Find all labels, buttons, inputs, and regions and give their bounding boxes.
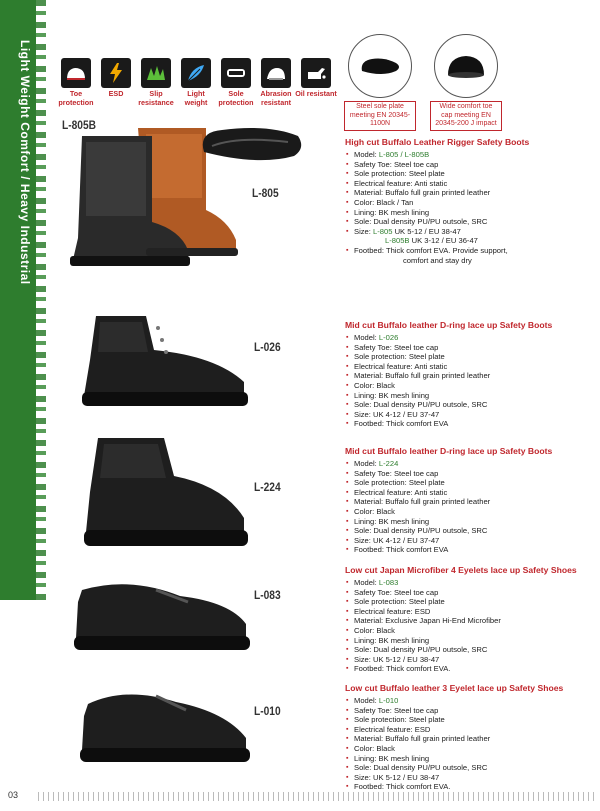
- spec-line: ▪ Electrical feature: Anti static: [345, 488, 595, 498]
- product-title: Mid cut Buffalo leather D-ring lace up Safety Boots: [345, 320, 553, 330]
- spec-line: ▪ Footbed: Thick comfort EVA.: [345, 782, 595, 792]
- l010-shoe-image: [76, 682, 254, 772]
- spec-line: ▪ Color: Black: [345, 381, 595, 391]
- spec-line: ▪ Size: UK 4-12 / EU 37-47: [345, 536, 595, 546]
- spec-model: ▪ Model: L-224: [345, 459, 595, 469]
- spec-line: ▪ Sole protection: Steel plate: [345, 352, 595, 362]
- model-label-l083: L-083: [254, 588, 281, 602]
- feature-icons: [55, 58, 337, 113]
- product-l010: [345, 683, 595, 792]
- spec-line: ▪ Lining: BK mesh lining: [345, 754, 595, 764]
- spec-line: ▪ Electrical feature: ESD: [345, 725, 595, 735]
- abrasion-icon: [261, 58, 291, 88]
- toe-cap-icon: [434, 34, 498, 98]
- spec-line: ▪ Color: Black: [345, 626, 595, 636]
- footer-rule: [38, 792, 594, 801]
- sidebar-title: Light Weight Comfort / Heavy Industrial: [18, 40, 32, 285]
- model-label-l805: L-805: [252, 186, 279, 200]
- feature-oil-resistant: Oil resistant: [295, 58, 337, 99]
- spec-model: ▪ Model: L-805 / L-805B: [345, 150, 595, 160]
- product-title: Mid cut Buffalo leather D-ring lace up Safety Boots: [345, 446, 553, 456]
- feature-abrasion-resistant: Abrasion resistant: [255, 58, 297, 107]
- spec-line: ▪ Safety Toe: Steel toe cap: [345, 160, 595, 170]
- spec-line: ▪ Sole: Dual density PU/PU outsole, SRC: [345, 400, 595, 410]
- feature-light-weight: Light weight: [175, 58, 217, 107]
- spec-size-b: L-805B UK 3-12 / EU 36-47: [385, 236, 478, 246]
- spec-model: ▪ Model: L-010: [345, 696, 595, 706]
- l026-boot-image: [76, 310, 254, 410]
- spec-line: ▪ Material: Buffalo full grain printed leather: [345, 497, 595, 507]
- spec-line: ▪ Sole protection: Steel plate: [345, 169, 595, 179]
- l224-boot-image: [80, 432, 254, 552]
- spec-line: ▪ Color: Black: [345, 744, 595, 754]
- spec-size: ▪ Size: L-805 UK 5-12 / EU 38-47: [345, 227, 595, 237]
- spec-line: ▪ Electrical feature: Anti static: [345, 179, 595, 189]
- product-l224: [345, 446, 595, 555]
- product-l805: [345, 137, 595, 265]
- slip-icon: [141, 58, 171, 88]
- page-number: 03: [8, 790, 19, 800]
- spec-line: ▪ Footbed: Thick comfort EVA: [345, 419, 595, 429]
- product-l083: [345, 565, 595, 674]
- spec-line: ▪ Safety Toe: Steel toe cap: [345, 588, 595, 598]
- steel-plate-icon: [348, 34, 412, 98]
- product-title: High cut Buffalo Leather Rigger Safety Boots: [345, 137, 530, 147]
- spec-footbed-cont: comfort and stay dry: [403, 255, 472, 265]
- feature-esd: ESD: [95, 58, 137, 99]
- spec-line: ▪ Sole: Dual density PU/PU outsole, SRC: [345, 526, 595, 536]
- feature-toe-protection: Toe protection: [55, 58, 97, 107]
- lightning-icon: [101, 58, 131, 88]
- spec-line: ▪ Electrical feature: ESD: [345, 607, 595, 617]
- feature-sole-protection: Sole protection: [215, 58, 257, 107]
- spec-line: ▪ Material: Exclusive Japan Hi-End Microfiber: [345, 616, 595, 626]
- spec-line: ▪ Lining: BK mesh lining: [345, 636, 595, 646]
- spec-line: ▪ Lining: BK mesh lining: [345, 391, 595, 401]
- spec-line: ▪ Sole protection: Steel plate: [345, 715, 595, 725]
- spec-line: ▪ Material: Buffalo full grain printed leather: [345, 188, 595, 198]
- feather-icon: [181, 58, 211, 88]
- feature-slip-resistance: Slip resistance: [135, 58, 177, 107]
- insert-toe-cap: Wide comfort toe cap meeting EN 20345-200 J impact: [430, 34, 502, 131]
- product-title: Low cut Buffalo leather 3 Eyelet lace up Safety Shoes: [345, 683, 564, 693]
- model-label-l805b: L-805B: [62, 118, 97, 132]
- sole-icon: [221, 58, 251, 88]
- spec-model: ▪ Model: L-026: [345, 333, 595, 343]
- spec-line: ▪ Safety Toe: Steel toe cap: [345, 706, 595, 716]
- model-label-l224: L-224: [254, 480, 281, 494]
- spec-line: ▪ Safety Toe: Steel toe cap: [345, 343, 595, 353]
- spec-line: ▪ Safety Toe: Steel toe cap: [345, 469, 595, 479]
- oil-icon: [301, 58, 331, 88]
- spec-line: ▪ Material: Buffalo full grain printed leather: [345, 734, 595, 744]
- spec-line: ▪ Electrical feature: Anti static: [345, 362, 595, 372]
- spec-line: ▪ Lining: BK mesh lining: [345, 208, 595, 218]
- spec-line: ▪ Color: Black / Tan: [345, 198, 595, 208]
- page-footer: [0, 790, 600, 804]
- spec-line: ▪ Sole: Dual density PU/PU outsole, SRC: [345, 217, 595, 227]
- spec-line: ▪ Lining: BK mesh lining: [345, 517, 595, 527]
- outsole-image: [198, 122, 306, 166]
- spec-line: ▪ Sole protection: Steel plate: [345, 478, 595, 488]
- model-label-l010: L-010: [254, 704, 281, 718]
- spec-line: ▪ Footbed: Thick comfort EVA: [345, 545, 595, 555]
- spec-line: ▪ Size: UK 5-12 / EU 38-47: [345, 773, 595, 783]
- model-label-l026: L-026: [254, 340, 281, 354]
- toe-cap-icon: [61, 58, 91, 88]
- spec-line: ▪ Color: Black: [345, 507, 595, 517]
- l083-shoe-image: [70, 572, 254, 658]
- insert-steel-plate: Steel sole plate meeting EN 20345-1100N: [344, 34, 416, 131]
- spec-footbed: ▪ Footbed: Thick comfort EVA. Provide support,: [345, 246, 595, 256]
- spec-line: ▪ Sole protection: Steel plate: [345, 597, 595, 607]
- sidebar-band: [0, 0, 36, 600]
- spec-line: ▪ Size: UK 4-12 / EU 37-47: [345, 410, 595, 420]
- spec-line: ▪ Footbed: Thick comfort EVA.: [345, 664, 595, 674]
- spec-line: ▪ Material: Buffalo full grain printed leather: [345, 371, 595, 381]
- product-l026: [345, 320, 595, 429]
- product-title: Low cut Japan Microfiber 4 Eyelets lace up Safety Shoes: [345, 565, 577, 575]
- spec-model: ▪ Model: L-083: [345, 578, 595, 588]
- spec-line: ▪ Size: UK 5-12 / EU 38-47: [345, 655, 595, 665]
- spec-line: ▪ Sole: Dual density PU/PU outsole, SRC: [345, 645, 595, 655]
- spec-line: ▪ Sole: Dual density PU/PU outsole, SRC: [345, 763, 595, 773]
